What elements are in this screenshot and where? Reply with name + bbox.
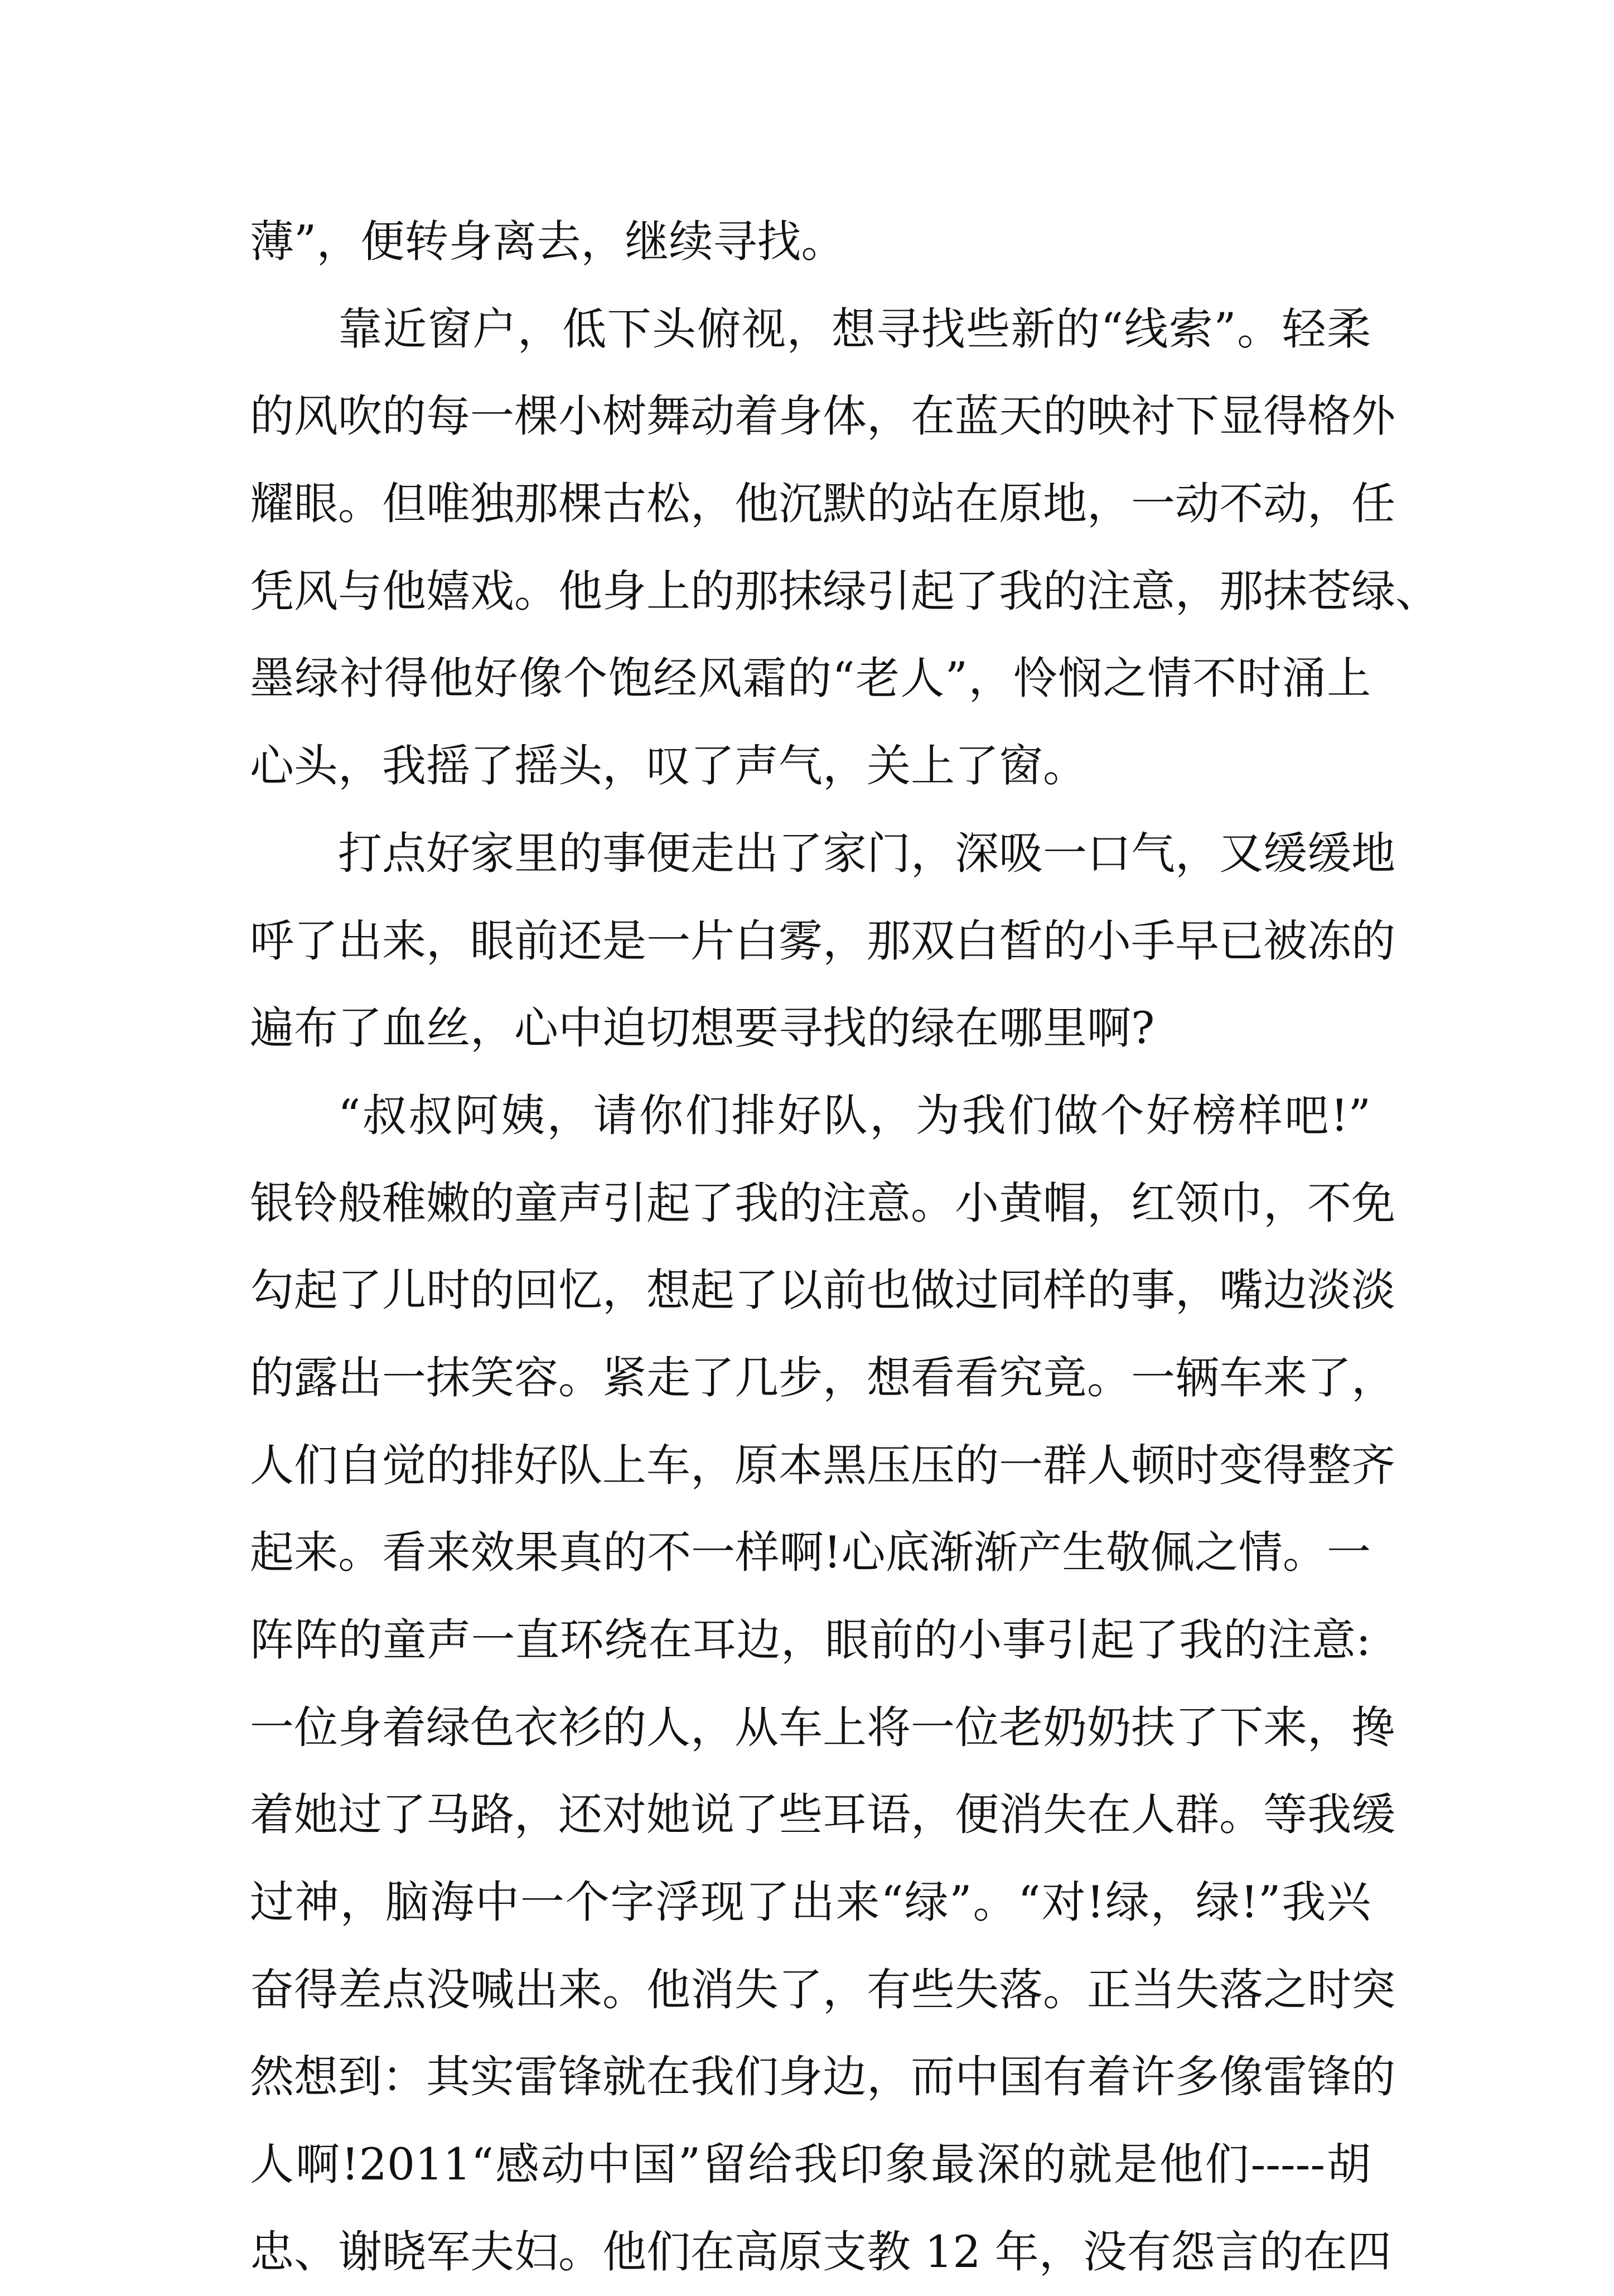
text-line: 的露出一抹笑容。紧走了几步，想看看究竟。一辆车来了，	[250, 1352, 1395, 1403]
text-line: 呼了出来，眼前还是一片白雾，那双白皙的小手早已被冻的	[250, 915, 1395, 967]
text-line: 勾起了儿时的回忆，想起了以前也做过同样的事，嘴边淡淡	[250, 1265, 1395, 1316]
text-line: 一位身着绿色衣衫的人，从车上将一位老奶奶扶了下来，搀	[250, 1701, 1395, 1753]
text-line: 耀眼。但唯独那棵古松，他沉默的站在原地，一动不动，任	[250, 478, 1395, 530]
text-line: 忠、谢晓军夫妇。他们在高原支教 12 年，没有怨言的在四	[250, 2226, 1391, 2278]
text-line: 然想到：其实雷锋就在我们身边，而中国有着许多像雷锋的	[250, 2051, 1395, 2103]
text-line: 打点好家里的事便走出了家门，深吸一口气，又缓缓地	[338, 827, 1395, 879]
text-line: 人啊!2011“感动中国”留给我印象最深的就是他们-----胡	[250, 2139, 1371, 2191]
text-line: 银铃般稚嫩的童声引起了我的注意。小黄帽，红领巾，不免	[250, 1177, 1395, 1229]
text-line: 起来。看来效果真的不一样啊!心底渐渐产生敬佩之情。一	[250, 1527, 1371, 1579]
text-line: 阵阵的童声一直环绕在耳边，眼前的小事引起了我的注意:	[250, 1614, 1371, 1666]
text-line: 着她过了马路，还对她说了些耳语，便消失在人群。等我缓	[250, 1789, 1395, 1841]
text-line: 心头，我摇了摇头，叹了声气，关上了窗。	[250, 740, 1087, 792]
text-line: “叔叔阿姨，请你们排好队，为我们做个好榜样吧!”	[338, 1089, 1371, 1141]
text-line: 靠近窗户，低下头俯视，想寻找些新的“线索”。轻柔	[338, 303, 1371, 355]
text-line: 人们自觉的排好队上车，原本黑压压的一群人顿时变得整齐	[250, 1439, 1395, 1491]
text-line: 薄”，便转身离去，继续寻找。	[250, 216, 845, 267]
text-line: 的风吹的每一棵小树舞动着身体，在蓝天的映衬下显得格外	[250, 390, 1395, 442]
text-line: 墨绿衬得他好像个饱经风霜的“老人”，怜悯之情不时涌上	[250, 653, 1371, 705]
text-line: 奋得差点没喊出来。他消失了，有些失落。正当失落之时突	[250, 1964, 1395, 2015]
text-line: 凭风与他嬉戏。他身上的那抹绿引起了我的注意，那抹苍绿、	[250, 565, 1439, 617]
body-text	[250, 198, 1439, 2296]
text-line: 遍布了血丝，心中迫切想要寻找的绿在哪里啊?	[250, 1002, 1155, 1054]
text-line: 过神，脑海中一个字浮现了出来“绿”。“对!绿，绿!”我兴	[250, 1877, 1371, 1928]
